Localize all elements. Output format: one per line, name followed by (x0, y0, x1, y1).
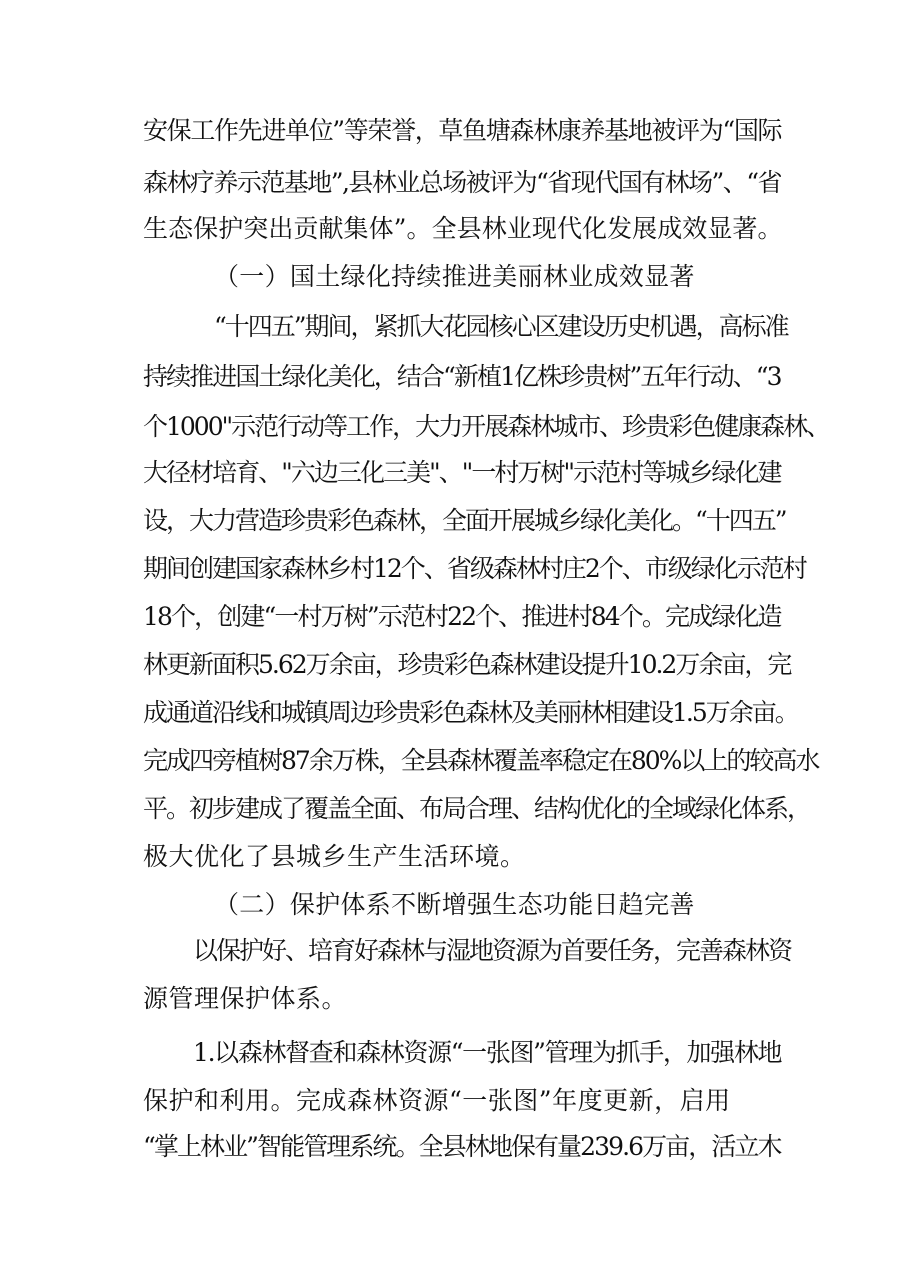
text-line-15: 平。初步建成了覆盖全面、布局合理、结构优化的全域绿化体系， (143, 794, 811, 823)
text-line-11: 18个，创建“一村万树”示范村22个、推进村84个。完成绿化造 (143, 602, 781, 631)
text-line-21: 保护和利用。完成森林资源“一张图”年度更新，启用 (143, 1086, 731, 1115)
text-line-13: 成通道沿线和城镇周边珍贵彩色森林及美丽林相建设1.5万余亩。 (143, 698, 798, 727)
text-line-3: 生态保护突出贡献集体”。全县林业现代化发展成效显著。 (143, 214, 783, 243)
text-line-20: 1.以森林督查和森林资源“一张图”管理为抓手，加强林地 (193, 1038, 782, 1067)
text-line-18: 以保护好、培育好森林与湿地资源为首要任务，完善森林资 (193, 936, 792, 965)
section-heading-1: （一）国土绿化持续推进美丽林业成效显著 (214, 262, 695, 291)
text-line-16: 极大优化了县城乡生产生活环境。 (143, 842, 526, 871)
text-line-12: 林更新面积5.62万余亩，珍贵彩色森林建设提升10.2万余亩，完 (143, 650, 791, 679)
section-heading-2: （二）保护体系不断增强生态功能日趋完善 (214, 890, 695, 919)
text-line-5: “十四五”期间，紧抓大花园核心区建设历史机遇，高标准 (214, 312, 788, 341)
text-line-19: 源管理保护体系。 (143, 984, 348, 1013)
text-line-8: 大径材培育、"六边三化三美"、"一村万树"示范村等城乡绿化建 (143, 458, 781, 487)
text-line-2: 森林疗养示范基地”,县林业总场被评为“省现代国有林场”、“省 (143, 168, 781, 197)
text-line-6: 持续推进国土绿化美化，结合“新植1亿株珍贵树”五年行动、“3 (143, 362, 781, 391)
text-line-9: 设，大力营造珍贵彩色森林，全面开展城乡绿化美化。“十四五” (143, 506, 786, 535)
text-line-10: 期间创建国家森林乡村12个、省级森林村庄2个、市级绿化示范村 (143, 554, 806, 583)
text-line-1: 安保工作先进单位”等荣誉，草鱼塘森林康养基地被评为“国际 (143, 116, 782, 145)
text-line-14: 完成四旁植树87余万株，全县森林覆盖率稳定在80%以上的较高水 (143, 746, 819, 775)
text-line-22: “掌上林业”智能管理系统。全县林地保有量239.6万亩，活立木 (143, 1132, 781, 1161)
text-line-7: 个1000"示范行动等工作，大力开展森林城市、珍贵彩色健康森林、 (143, 412, 830, 441)
